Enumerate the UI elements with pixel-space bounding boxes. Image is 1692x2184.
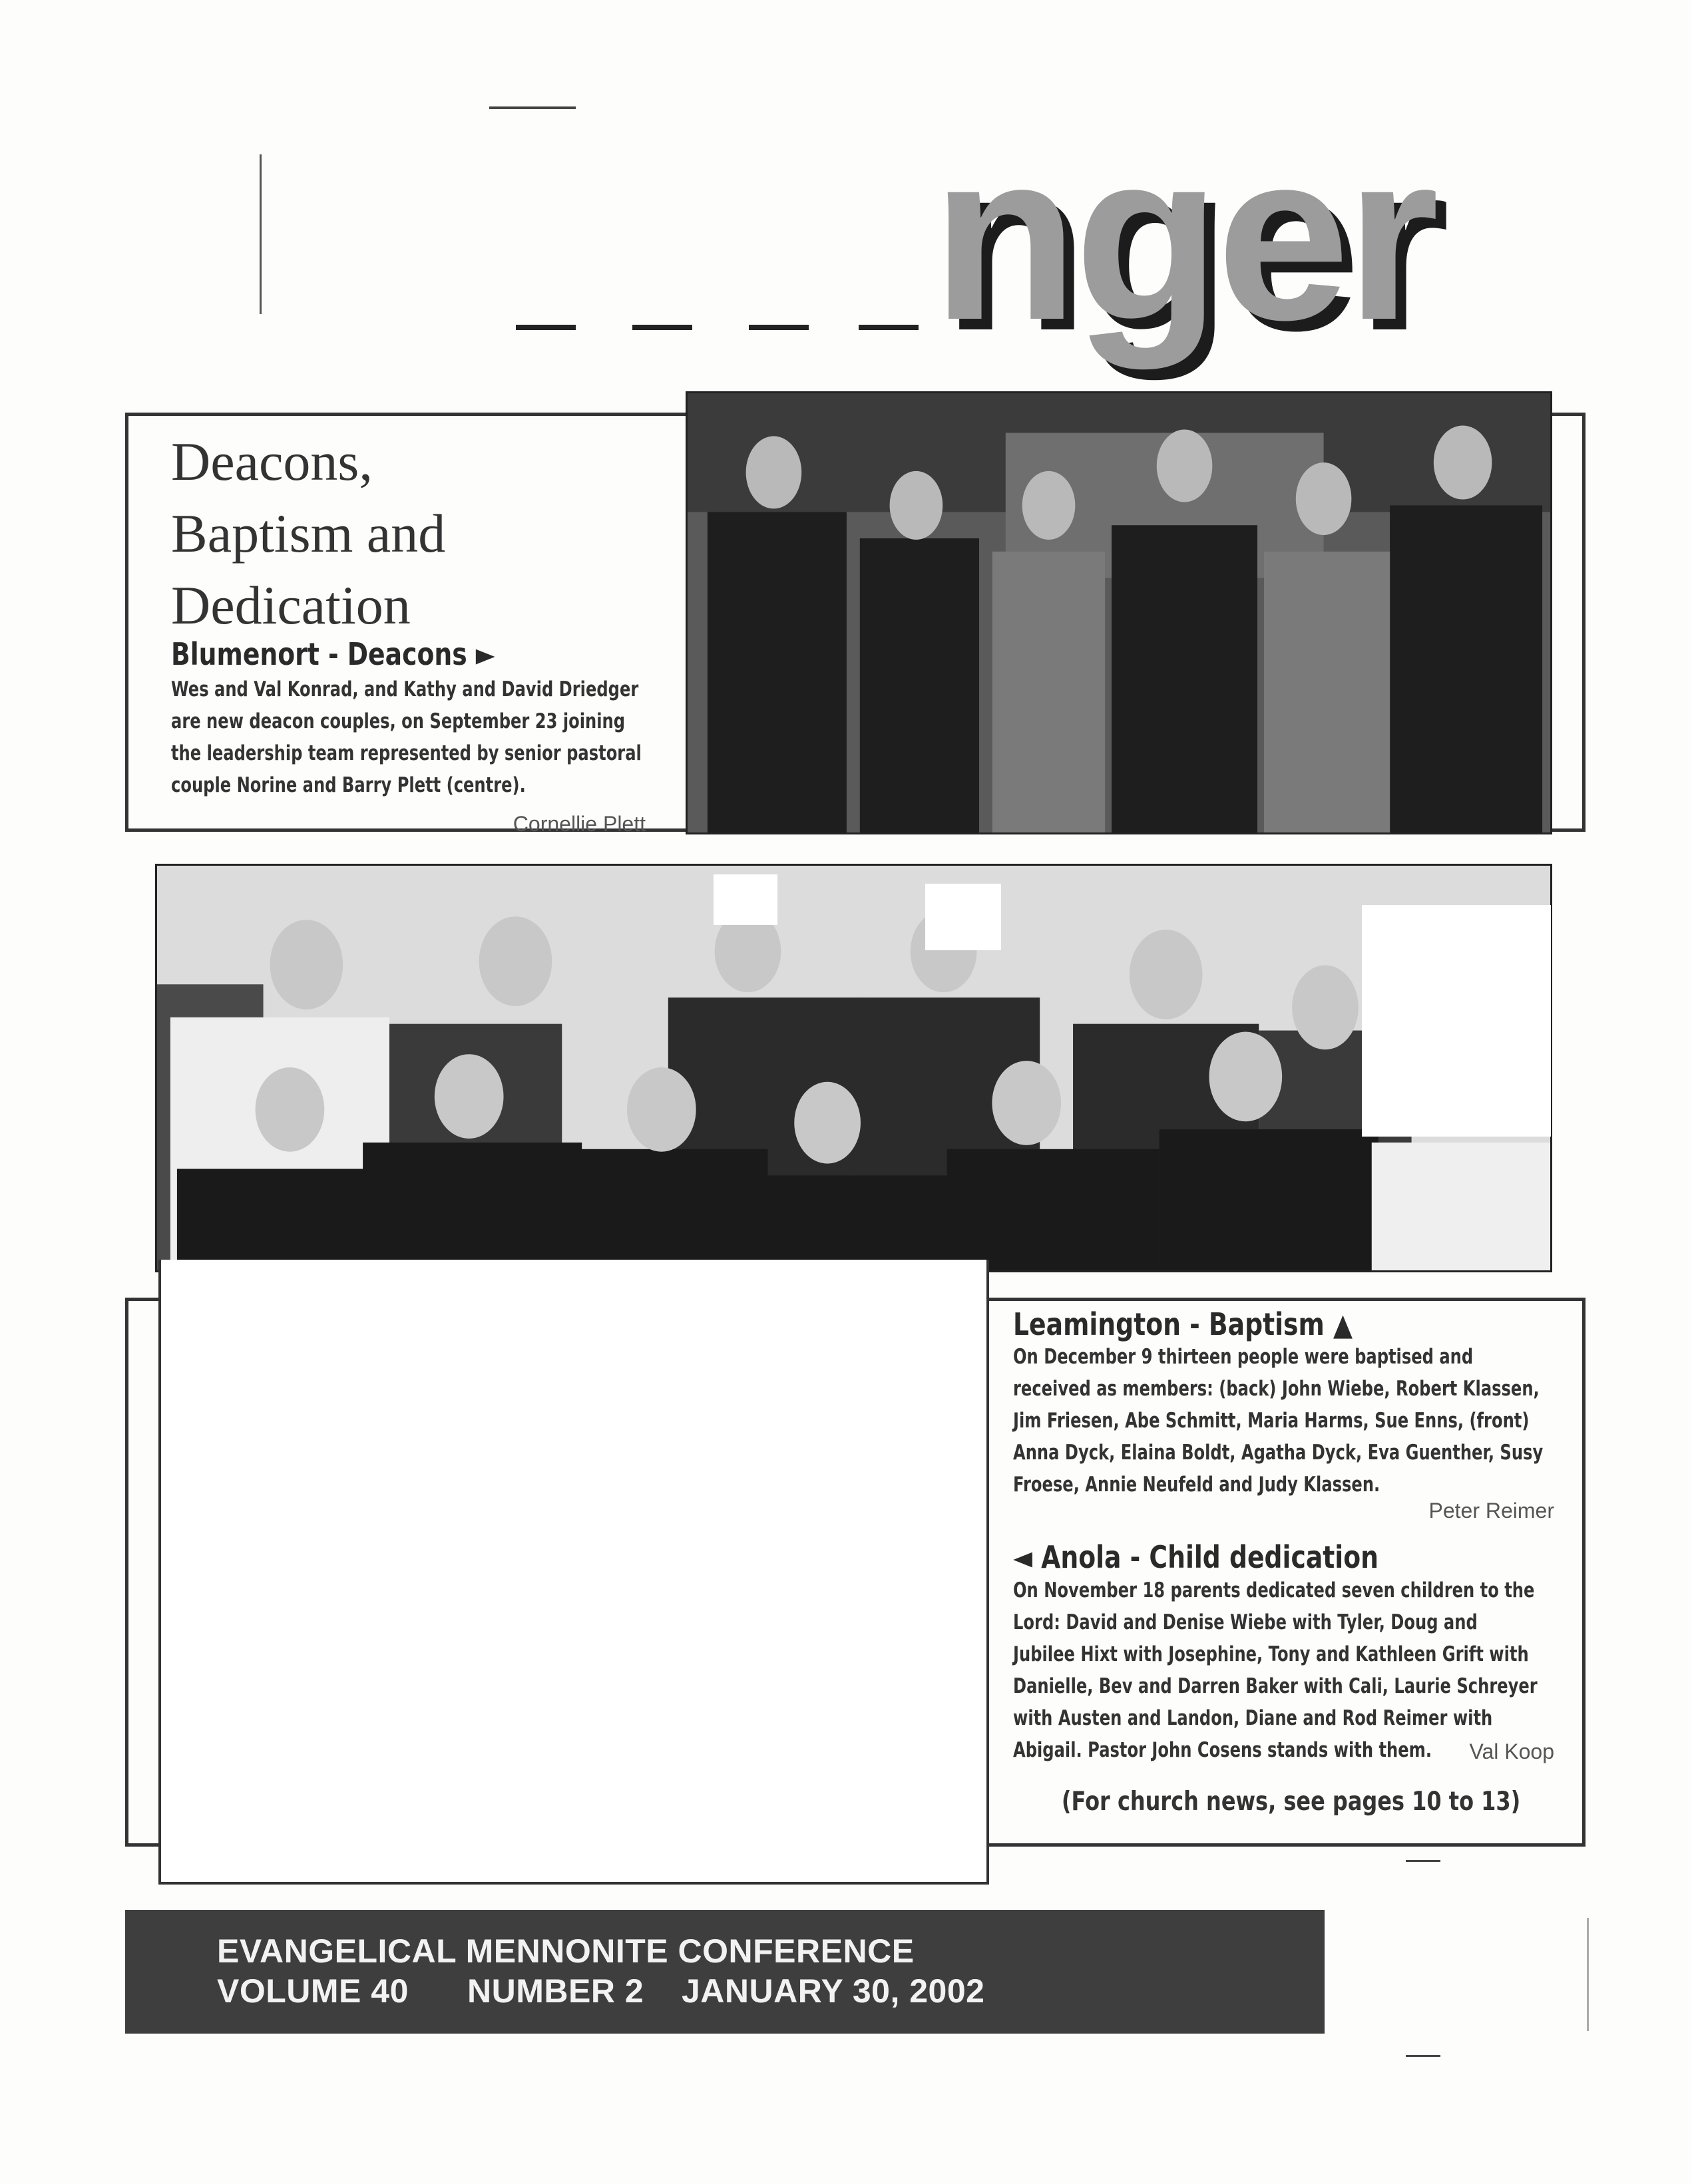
story-heading-leamington: Leamington - Baptism ▲ (1013, 1306, 1353, 1342)
baptism-photo (155, 864, 1552, 1272)
crop-mark (1406, 1860, 1440, 1862)
redaction-box (1362, 905, 1551, 1137)
arrow-up-icon: ▲ (1333, 1306, 1353, 1342)
story-body-blumenort: Wes and Val Konrad, and Kathy and David Driedger are new deacon couples, on September 23 joining the leadership team represented by senior pastoral couple Norine and Barry Plett (centre). (171, 677, 642, 797)
story-heading-anola: ◄ Anola - Child dedication (1013, 1539, 1379, 1575)
masthead-dash (516, 325, 576, 330)
masthead-dash (749, 325, 809, 330)
volume-label: VOLUME 40 (217, 1972, 409, 2010)
crop-mark (1406, 2055, 1440, 2057)
footer-band (125, 1910, 1325, 2034)
deacons-photo (686, 391, 1552, 834)
crop-mark (1587, 1918, 1589, 2031)
story-body-leamington: On December 9 thirteen people were baptised and received as members: (back) John Wiebe, Robert Klassen, Jim Friesen, Abe Schmitt, Maria Harms, Sue Enns, (front) Anna Dyck, Elaina Boldt, Agatha Dyck, Eva Guenther, Susy Froese, Annie Neufeld and Judy Klassen. (1013, 1345, 1544, 1497)
masthead-vertical-rule (260, 154, 262, 314)
arrow-left-icon: ◄ (1013, 1539, 1033, 1575)
dedication-photo-placeholder (158, 1260, 989, 1885)
masthead-dash (859, 325, 919, 330)
masthead-dash (632, 325, 692, 330)
story-heading-blumenort: Blumenort - Deacons ► (171, 636, 495, 672)
story-body-anola: On November 18 parents dedicated seven children to the Lord: David and Denise Wiebe with Tyler, Doug and Jubilee Hixt with Josephine, Tony and Kathleen Grift with Danielle, Bev and Darren Baker with Cali, Laurie Schreyer with Austen and Landon, Diane and Rod Reimer with Abigail. Pastor John Cosens stands with them. (1013, 1578, 1538, 1762)
issue-date-label: JANUARY 30, 2002 (682, 1972, 985, 2010)
organization-name: EVANGELICAL MENNONITE CONFERENCE (217, 1932, 915, 1970)
masthead-rule (489, 106, 576, 109)
bottom-frame-edge (985, 1298, 1584, 1301)
photo-credit-leamington: Peter Reimer (1428, 1499, 1554, 1523)
arrow-right-icon: ► (475, 636, 495, 672)
photo-credit-blumenort: Cornellie Plett (513, 812, 646, 836)
issue-number-label: NUMBER 2 (467, 1972, 644, 2010)
see-also-note: (For church news, see pages 10 to 13) (1061, 1787, 1521, 1817)
masthead-title: nger (932, 102, 1436, 370)
redaction-box (925, 884, 1001, 950)
photo-credit-anola: Val Koop (1469, 1739, 1554, 1763)
redaction-box (714, 874, 777, 925)
feature-headline: Deacons, Baptism and Dedication (171, 431, 446, 636)
